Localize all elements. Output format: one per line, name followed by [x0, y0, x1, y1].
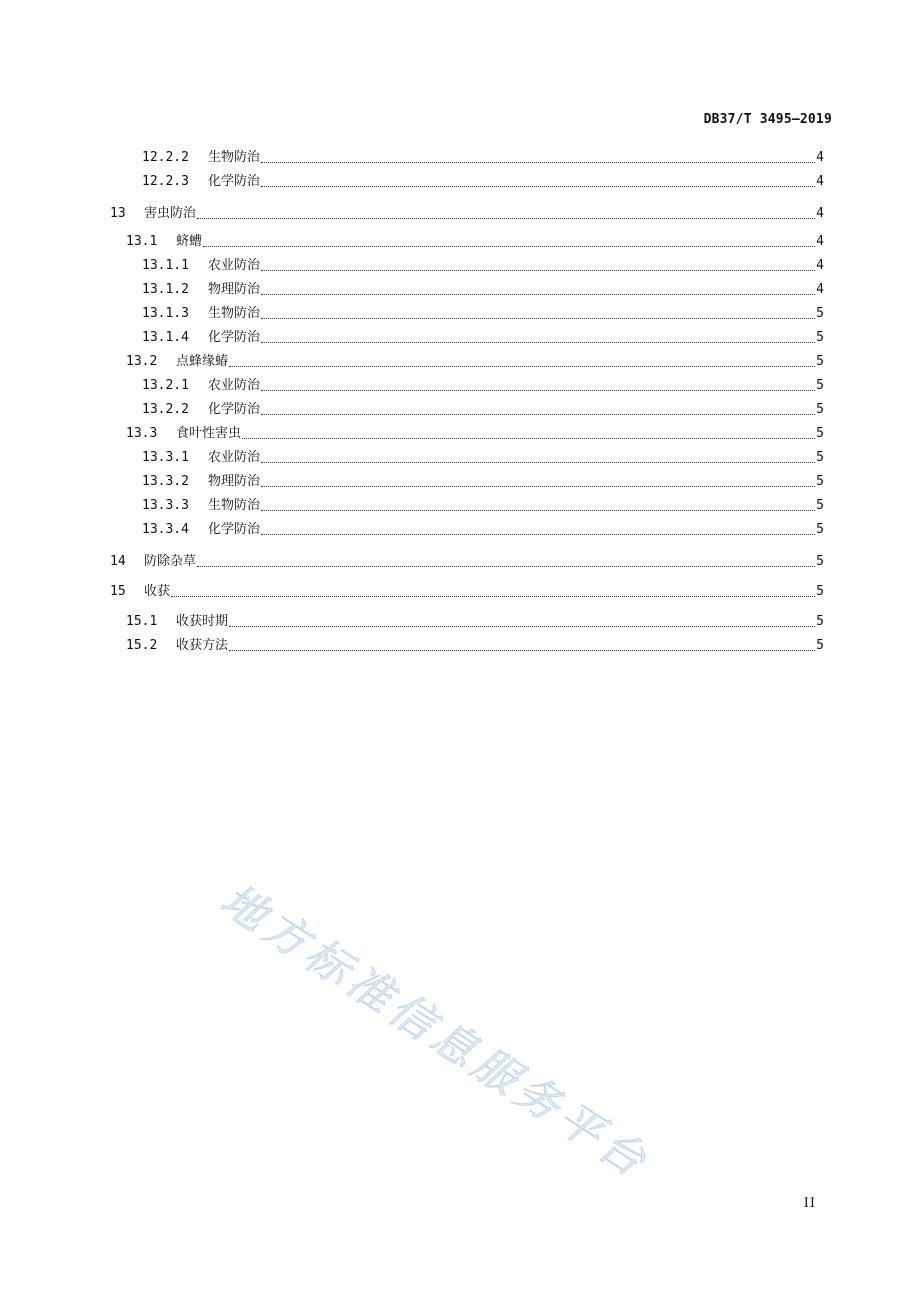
toc-entry-page: 5	[816, 306, 824, 321]
toc-entry-title: 农业防治	[208, 258, 261, 273]
toc-entry-title: 收获方法	[176, 638, 229, 653]
toc-entry-number: 13.2.2	[142, 402, 189, 417]
toc-entry-title: 物理防治	[208, 282, 261, 297]
toc-dot-leader	[261, 510, 815, 511]
toc-entry-number: 14	[110, 554, 126, 569]
toc-dot-leader	[242, 438, 815, 439]
toc-entry-page: 5	[816, 614, 824, 629]
toc-entry-page: 5	[816, 354, 824, 369]
page-number: II	[803, 1196, 816, 1211]
toc-entry-title: 点蜂缘蝽	[176, 354, 229, 369]
toc-dot-leader	[261, 186, 815, 187]
toc-entry[interactable]	[142, 520, 824, 540]
toc-dot-leader	[171, 596, 815, 597]
toc-entry-number: 13.3.3	[142, 498, 189, 513]
toc-entry-number: 13.3.2	[142, 474, 189, 489]
toc-entry[interactable]	[142, 472, 824, 492]
toc-dot-leader	[261, 318, 815, 319]
toc-entry[interactable]	[126, 352, 824, 372]
toc-entry-number: 13.1.2	[142, 282, 189, 297]
toc-entry-title: 食叶性害虫	[176, 426, 242, 441]
document-code: DB37/T 3495—2019	[703, 112, 832, 127]
toc-dot-leader	[261, 294, 815, 295]
toc-dot-leader	[261, 462, 815, 463]
toc-dot-leader	[261, 270, 815, 271]
toc-entry-number: 13.2	[126, 354, 158, 369]
toc-entry[interactable]	[142, 256, 824, 276]
toc-entry-title: 防除杂草	[144, 554, 197, 569]
toc-entry-title: 化学防治	[208, 330, 261, 345]
toc-entry-page: 5	[816, 402, 824, 417]
toc-entry[interactable]	[142, 448, 824, 468]
toc-dot-leader	[229, 626, 815, 627]
toc-entry[interactable]	[126, 636, 824, 656]
toc-entry-title: 生物防治	[208, 498, 261, 513]
toc-entry-number: 13.1	[126, 234, 158, 249]
toc-entry[interactable]	[142, 400, 824, 420]
toc-entry[interactable]	[110, 582, 824, 602]
toc-entry-page: 5	[816, 638, 824, 653]
toc-dot-leader	[197, 218, 815, 219]
toc-dot-leader	[197, 566, 815, 567]
toc-dot-leader	[261, 414, 815, 415]
toc-entry-page: 4	[816, 150, 824, 165]
toc-entry-title: 收获	[144, 584, 171, 599]
toc-entry-page: 4	[816, 234, 824, 249]
toc-dot-leader	[261, 390, 815, 391]
toc-entry[interactable]	[142, 280, 824, 300]
toc-entry[interactable]	[142, 496, 824, 516]
toc-dot-leader	[229, 650, 815, 651]
toc-entry-title: 生物防治	[208, 150, 261, 165]
toc-entry-page: 5	[816, 584, 824, 599]
toc-entry-page: 5	[816, 522, 824, 537]
toc-entry-title: 物理防治	[208, 474, 261, 489]
toc-entry[interactable]	[142, 304, 824, 324]
toc-entry-title: 农业防治	[208, 450, 261, 465]
toc-dot-leader	[261, 534, 815, 535]
toc-entry-page: 5	[816, 426, 824, 441]
toc-entry-number: 13.1.4	[142, 330, 189, 345]
toc-entry-page: 4	[816, 206, 824, 221]
toc-entry[interactable]	[126, 612, 824, 632]
toc-entry-title: 生物防治	[208, 306, 261, 321]
toc-entry[interactable]	[142, 376, 824, 396]
toc-entry-title: 化学防治	[208, 174, 261, 189]
toc-entry-page: 4	[816, 174, 824, 189]
toc-entry-number: 12.2.3	[142, 174, 189, 189]
toc-entry[interactable]	[126, 424, 824, 444]
toc-entry-page: 5	[816, 498, 824, 513]
toc-dot-leader	[203, 246, 815, 247]
toc-entry-number: 13.3.4	[142, 522, 189, 537]
toc-entry-page: 4	[816, 258, 824, 273]
toc-entry[interactable]	[126, 232, 824, 252]
watermark-text: 地方标准信息服务平台	[211, 874, 659, 1190]
toc-entry-number: 12.2.2	[142, 150, 189, 165]
toc-entry[interactable]	[110, 204, 824, 224]
toc-entry-number: 13.3	[126, 426, 158, 441]
toc-entry-title: 农业防治	[208, 378, 261, 393]
toc-entry-title: 化学防治	[208, 402, 261, 417]
toc-entry-title: 化学防治	[208, 522, 261, 537]
toc-entry-title: 收获时期	[176, 614, 229, 629]
toc-entry-page: 5	[816, 378, 824, 393]
toc-entry-page: 5	[816, 450, 824, 465]
toc-entry-number: 13.3.1	[142, 450, 189, 465]
toc-entry[interactable]	[142, 148, 824, 168]
toc-entry[interactable]	[110, 552, 824, 572]
toc-entry-number: 13	[110, 206, 126, 221]
toc-entry[interactable]	[142, 328, 824, 348]
toc-dot-leader	[261, 162, 815, 163]
toc-entry-number: 13.1.1	[142, 258, 189, 273]
toc-entry-number: 13.1.3	[142, 306, 189, 321]
toc-dot-leader	[261, 486, 815, 487]
toc-entry-title: 害虫防治	[144, 206, 197, 221]
toc-entry-page: 5	[816, 474, 824, 489]
toc-entry-page: 5	[816, 554, 824, 569]
toc-dot-leader	[229, 366, 815, 367]
toc-entry-page: 5	[816, 330, 824, 345]
toc-dot-leader	[261, 342, 815, 343]
toc-entry-title: 蛴螬	[176, 234, 203, 249]
toc-entry-number: 15	[110, 584, 126, 599]
toc-entry-number: 15.2	[126, 638, 158, 653]
toc-entry[interactable]	[142, 172, 824, 192]
toc-entry-page: 4	[816, 282, 824, 297]
toc-entry-number: 13.2.1	[142, 378, 189, 393]
toc-entry-number: 15.1	[126, 614, 158, 629]
